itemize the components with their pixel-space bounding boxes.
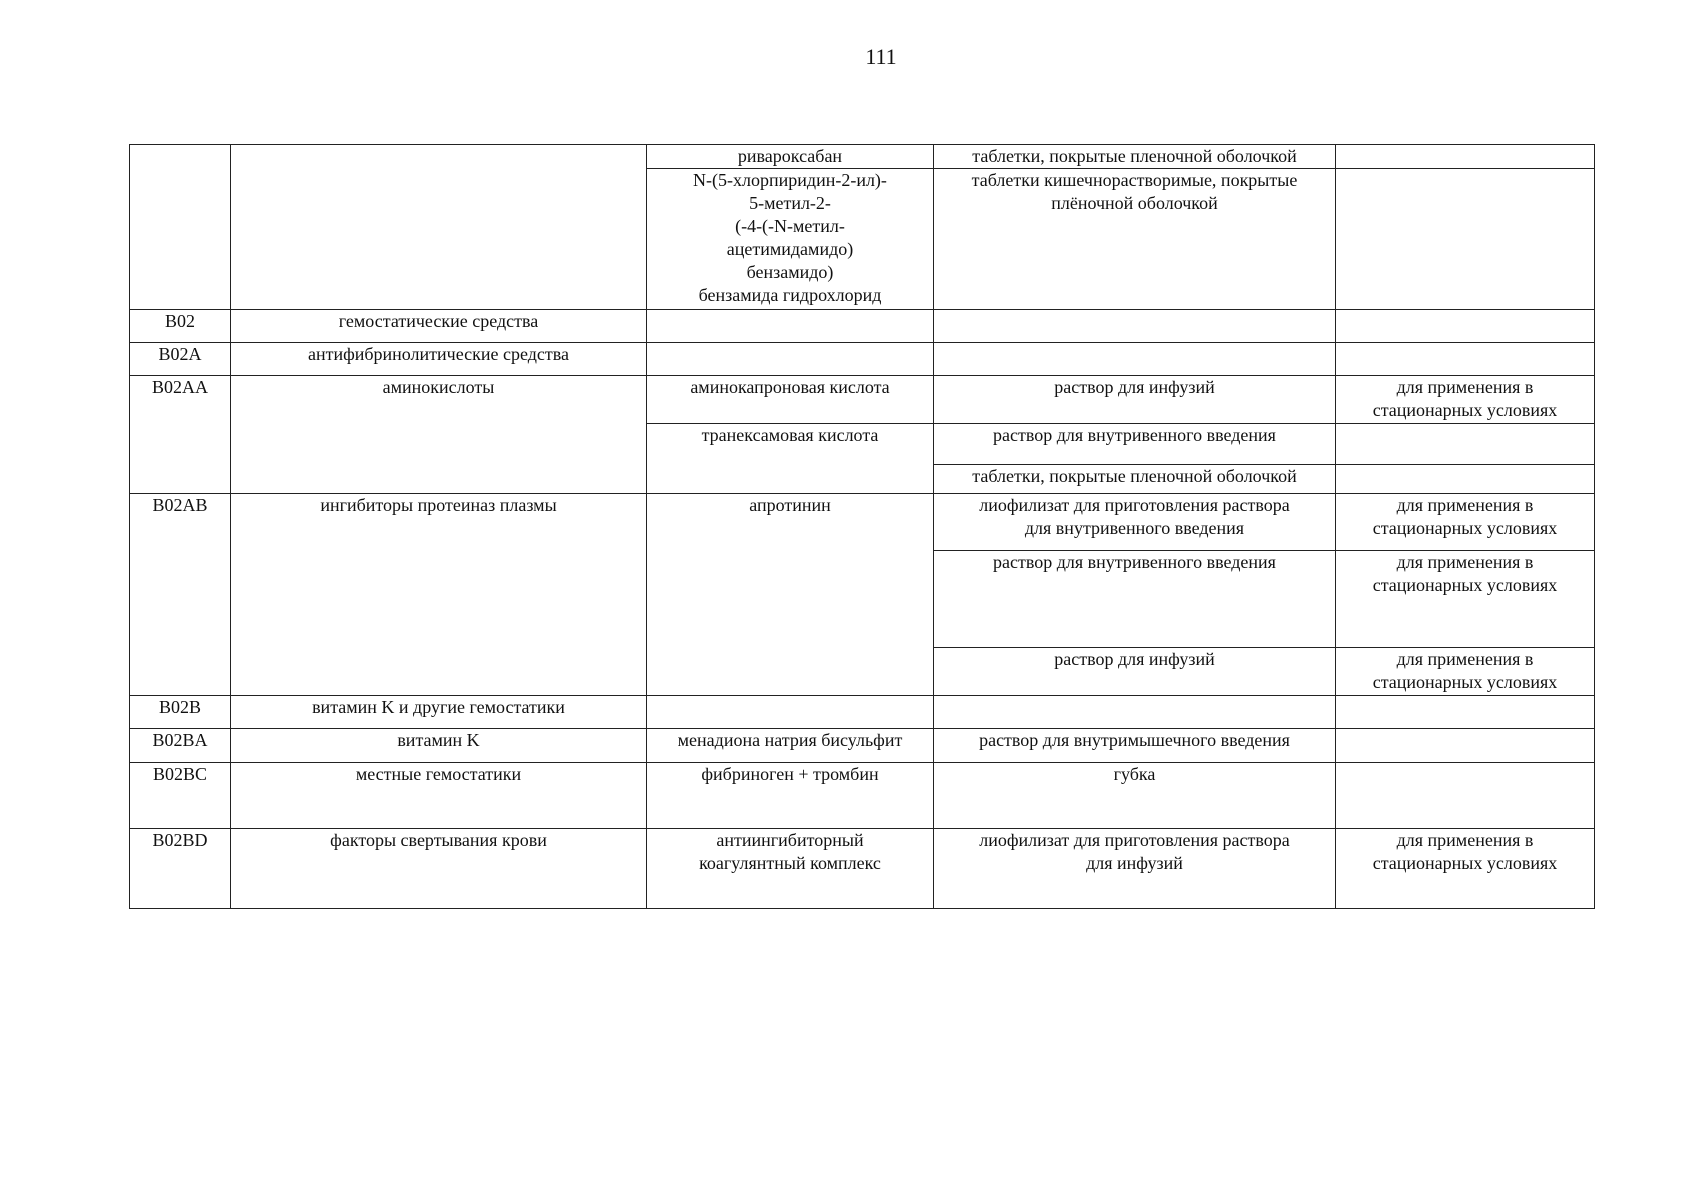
inn-cell: менадиона натрия бисульфит: [647, 729, 934, 763]
note-cell: [1336, 310, 1595, 343]
note-cell: для применения в стационарных условиях: [1336, 494, 1595, 551]
atc-code-cell: B02BA: [130, 729, 231, 763]
dosage-form-cell: губка: [934, 763, 1336, 829]
note-cell: для применения в стационарных условиях: [1336, 551, 1595, 648]
table-row: [130, 310, 1595, 343]
table-row: [130, 829, 1595, 909]
group-name-cell: антифибринолитические средства: [231, 343, 647, 376]
table-row: [130, 763, 1595, 829]
inn-cell: [647, 343, 934, 376]
inn-cell: апротинин: [647, 494, 934, 696]
note-cell: [1336, 145, 1595, 169]
note-cell: [1336, 343, 1595, 376]
note-cell: для применения в стационарных условиях: [1336, 829, 1595, 909]
group-name-cell: факторы свертывания крови: [231, 829, 647, 909]
inn-cell: фибриноген + тромбин: [647, 763, 934, 829]
dosage-form-cell: раствор для внутримышечного введения: [934, 729, 1336, 763]
note-cell: [1336, 424, 1595, 465]
table-row: [130, 376, 1595, 424]
dosage-form-cell: таблетки, покрытые пленочной оболочкой: [934, 145, 1336, 169]
inn-cell: транексамовая кислота: [647, 424, 934, 494]
atc-code-cell: [130, 145, 231, 310]
table-row: [130, 494, 1595, 551]
group-name-cell: [231, 145, 647, 310]
atc-code-cell: B02BC: [130, 763, 231, 829]
table-row: [130, 729, 1595, 763]
inn-cell: аминокапроновая кислота: [647, 376, 934, 424]
group-name-cell: гемостатические средства: [231, 310, 647, 343]
table-row: [130, 343, 1595, 376]
note-cell: [1336, 465, 1595, 494]
dosage-form-cell: таблетки, покрытые пленочной оболочкой: [934, 465, 1336, 494]
atc-code-cell: B02: [130, 310, 231, 343]
dosage-form-cell: [934, 696, 1336, 729]
note-cell: [1336, 763, 1595, 829]
atc-code-cell: B02BD: [130, 829, 231, 909]
atc-code-cell: B02AA: [130, 376, 231, 494]
inn-cell: N-(5-хлорпиридин-2-ил)- 5-метил-2- (-4-(-N-метил- ацетимидамидо) бензамидо) бензамида гидрохлорид: [647, 169, 934, 310]
note-cell: для применения в стационарных условиях: [1336, 648, 1595, 696]
dosage-form-cell: раствор для внутривенного введения: [934, 551, 1336, 648]
dosage-form-cell: раствор для инфузий: [934, 376, 1336, 424]
dosage-form-cell: таблетки кишечнорастворимые, покрытые плёночной оболочкой: [934, 169, 1336, 310]
inn-cell: ривароксабан: [647, 145, 934, 169]
page-number: 111: [865, 44, 897, 69]
group-name-cell: витамин K: [231, 729, 647, 763]
dosage-form-cell: [934, 310, 1336, 343]
atc-code-cell: B02AB: [130, 494, 231, 696]
atc-code-cell: B02B: [130, 696, 231, 729]
group-name-cell: аминокислоты: [231, 376, 647, 494]
table-row: [130, 145, 1595, 169]
atc-code-cell: B02A: [130, 343, 231, 376]
inn-cell: [647, 310, 934, 343]
note-cell: [1336, 169, 1595, 310]
table-row: [130, 696, 1595, 729]
note-cell: для применения в стационарных условиях: [1336, 376, 1595, 424]
group-name-cell: витамин K и другие гемостатики: [231, 696, 647, 729]
dosage-form-cell: лиофилизат для приготовления раствора для внутривенного введения: [934, 494, 1336, 551]
dosage-form-cell: [934, 343, 1336, 376]
group-name-cell: ингибиторы протеиназ плазмы: [231, 494, 647, 696]
group-name-cell: местные гемостатики: [231, 763, 647, 829]
inn-cell: антиингибиторный коагулянтный комплекс: [647, 829, 934, 909]
drug-classification-table: [129, 144, 1595, 909]
dosage-form-cell: раствор для инфузий: [934, 648, 1336, 696]
dosage-form-cell: лиофилизат для приготовления раствора для инфузий: [934, 829, 1336, 909]
note-cell: [1336, 729, 1595, 763]
dosage-form-cell: раствор для внутривенного введения: [934, 424, 1336, 465]
inn-cell: [647, 696, 934, 729]
note-cell: [1336, 696, 1595, 729]
